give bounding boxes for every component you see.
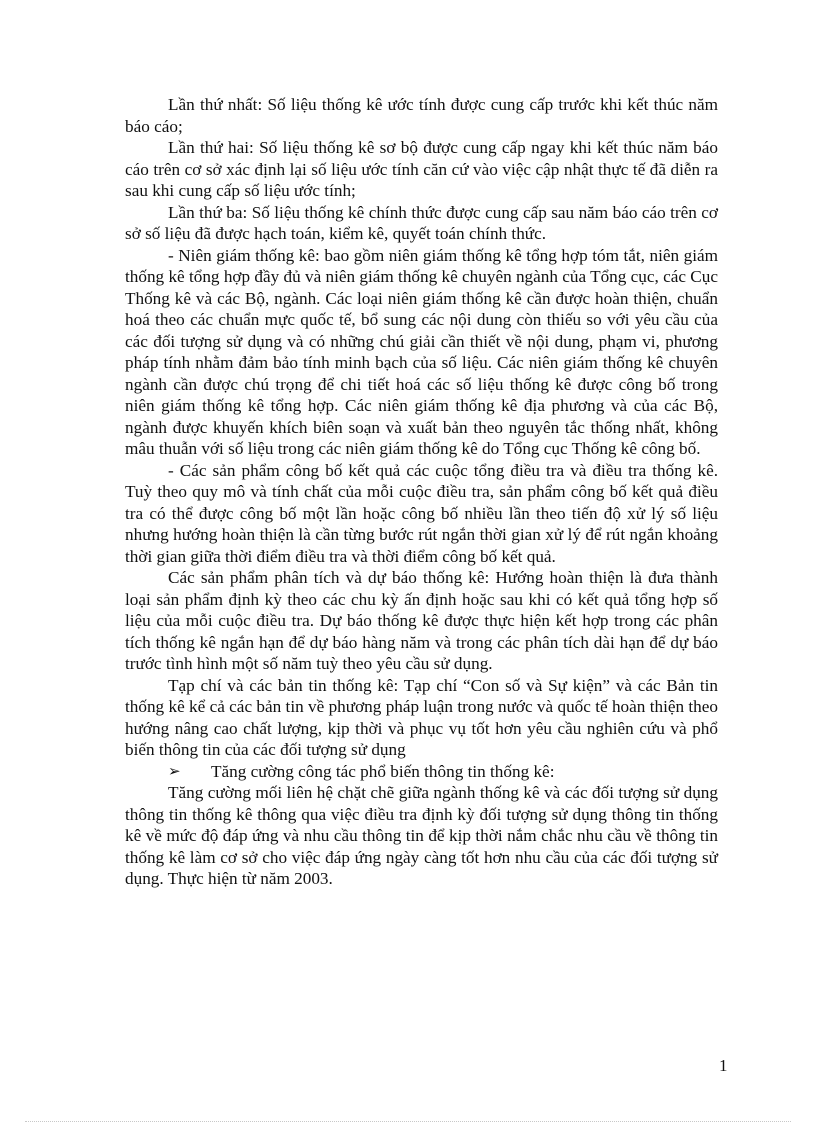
paragraph-analysis-forecast: Các sản phẩm phân tích và dự báo thống kê: Hướng hoàn thiện là đưa thành loại sản phẩm định kỳ theo các chu kỳ ấn định hoặc sau khi có kết quả tổng hợp số liệu của mỗi cuộc điều tra. Dự báo thống kê được thực hiện kết hợp trong các phân tích thống kê ngắn hạn để dự báo hàng năm và trong các phân tích dài hạn để dự báo trước tình hình một số năm tuỳ theo yêu cầu sử dụng. bbox=[125, 568, 718, 673]
bullet-heading bbox=[125, 761, 718, 783]
document-body bbox=[125, 94, 718, 890]
bullet-heading-text: Tăng cường công tác phổ biến thông tin thống kê: bbox=[211, 761, 555, 781]
page-number: 1 bbox=[719, 1056, 728, 1075]
paragraph-dissemination: Tăng cường mối liên hệ chặt chẽ giữa ngành thống kê và các đối tượng sử dụng thông tin thống kê thông qua việc điều tra định kỳ đối tượng sử dụng thông tin thống kê về mức độ đáp ứng và nhu cầu thông tin để kịp thời nắm chắc nhu cầu về thông tin thống kê làm cơ sở cho việc đáp ứng ngày càng tốt hơn nhu cầu của các đối tượng sử dụng. Thực hiện từ năm 2003. bbox=[125, 783, 718, 888]
paragraph-second-release: Lần thứ hai: Số liệu thống kê sơ bộ được cung cấp ngay khi kết thúc năm báo cáo trên cơ sở xác định lại số liệu ước tính căn cứ vào việc cập nhật thực tế đã diễn ra sau khi cung cấp số liệu ước tính; bbox=[125, 138, 718, 200]
paragraph-journals-bulletins: Tạp chí và các bản tin thống kê: Tạp chí “Con số và Sự kiện” và các Bản tin thống kê kể cả các bản tin về phương pháp luận trong nước và quốc tế hoàn thiện theo hướng nâng cao chất lượng, kịp thời và phục vụ tốt hơn yêu cầu nghiên cứu và phổ biến thông tin của các đối tượng sử dụng bbox=[125, 675, 718, 759]
paragraph-first-release: Lần thứ nhất: Số liệu thống kê ước tính được cung cấp trước khi kết thúc năm báo cáo; bbox=[125, 95, 718, 136]
arrow-bullet-icon: ➢ bbox=[168, 761, 181, 780]
paragraph-statistical-yearbook: - Niên giám thống kê: bao gồm niên giám thống kê tổng hợp tóm tắt, niên giám thống kê tổng hợp đầy đủ và niên giám thống kê chuyên ngành của Tổng cục, các Cục Thống kê và các Bộ, ngành. Các loại niên giám thống kê cần được hoàn thiện, chuẩn hoá theo các chuẩn mực quốc tế, bổ sung các nội dung còn thiếu so với yêu cầu của các đối tượng sử dụng và có những chú giải cần thiết về nội dung, phạm vi, phương pháp tính nhằm đảm bảo tính minh bạch của số liệu. Các niên giám thống kê chuyên ngành cần được chú trọng để chi tiết hoá các số liệu thống kê được công bố trong niên giám thống kê tổng hợp. Các niên giám thống kê địa phương và của các Bộ, ngành được khuyến khích biên soạn và xuất bản theo nguyên tắc thống nhất, không mâu thuẫn với số liệu trong các niên giám thống kê do Tổng cục Thống kê công bố. bbox=[125, 245, 718, 458]
page-bottom-dotted-border bbox=[25, 1121, 791, 1122]
paragraph-third-release: Lần thứ ba: Số liệu thống kê chính thức được cung cấp sau năm báo cáo trên cơ sở số liệu đã được hạch toán, kiểm kê, quyết toán chính thức. bbox=[125, 202, 718, 243]
paragraph-census-products: - Các sản phẩm công bố kết quả các cuộc tổng điều tra và điều tra thống kê. Tuỳ theo quy mô và tính chất của mỗi cuộc điều tra, sản phẩm công bố kết quả điều tra có thể được công bố một lần hoặc công bố nhiều lần theo tiến độ xử lý số liệu nhưng hướng hoàn thiện là cần từng bước rút ngắn thời gian xử lý để rút ngắn khoảng thời gian giữa thời điểm điều tra và thời điểm công bố kết quả. bbox=[125, 460, 718, 566]
